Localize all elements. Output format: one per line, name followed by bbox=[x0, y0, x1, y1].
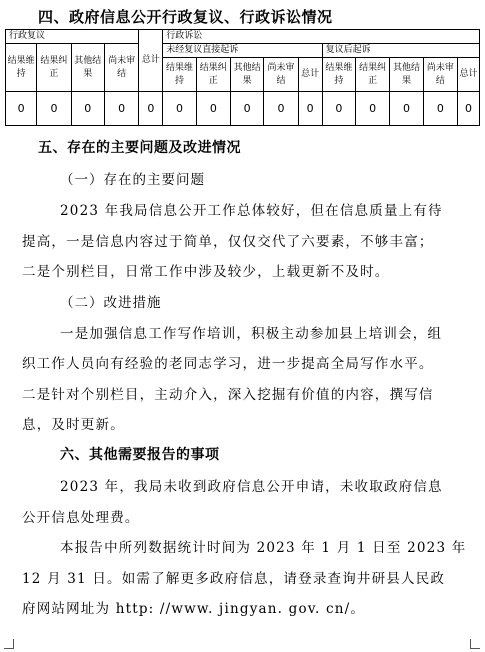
table-header-cell: 总计 bbox=[458, 58, 480, 92]
table-value-cell: 0 bbox=[264, 92, 298, 126]
table-value-cell: 0 bbox=[390, 92, 423, 126]
table-header-cell: 结果维持 bbox=[322, 58, 355, 92]
table-header-cell: 其他结果 bbox=[390, 58, 423, 92]
section5-title: 五、存在的主要问题及改进情况 bbox=[38, 140, 241, 156]
section5-subheading-measures: （二）改进措施 bbox=[60, 295, 162, 311]
table-value-cell: 0 bbox=[355, 92, 389, 126]
table-value-cell: 0 bbox=[423, 92, 457, 126]
review-litigation-table bbox=[5, 29, 480, 126]
table-value-cell: 0 bbox=[163, 92, 196, 126]
table-header-cell: 尚未审结 bbox=[104, 44, 138, 92]
paragraph-line: 公开信息处理费。 bbox=[22, 510, 140, 526]
table-value-cell: 0 bbox=[71, 92, 104, 126]
table-value-cell: 0 bbox=[37, 92, 71, 126]
paragraph-line: 二是针对个别栏目，主动介入，深入挖掘有价值的内容，撰写信 bbox=[22, 387, 434, 403]
paragraph-line: 2023 年，我局未收到政府信息公开申请，未收取政府信息 bbox=[60, 479, 443, 495]
table-header-cell: 结果纠正 bbox=[196, 58, 230, 92]
paragraph-line: 府网站网址为 http: //www. jingyan. gov. cn/。 bbox=[22, 601, 366, 617]
paragraph-line: 提高，一是信息内容过于简单，仅仅交代了六要素，不够丰富； bbox=[22, 234, 434, 250]
table-value-cell: 0 bbox=[322, 92, 355, 126]
table-value-cell: 0 bbox=[196, 92, 230, 126]
table-value-cell: 0 bbox=[231, 92, 264, 126]
table-header-cell: 总计 bbox=[139, 30, 163, 92]
section5-subheading-problems: （一）存在的主要问题 bbox=[60, 172, 205, 188]
table-header-cell: 结果维持 bbox=[163, 58, 196, 92]
table-header-cell: 尚未审结 bbox=[264, 58, 298, 92]
section6-title: 六、其他需要报告的事项 bbox=[60, 447, 220, 463]
table-header-cell: 结果纠正 bbox=[37, 44, 71, 92]
table-value-cell: 0 bbox=[6, 92, 37, 126]
table-header-cell: 总计 bbox=[298, 58, 322, 92]
after-review-header: 复议后起诉 bbox=[322, 44, 479, 58]
section4-title: 四、政府信息公开行政复议、行政诉讼情况 bbox=[38, 8, 333, 26]
table-value-cell: 0 bbox=[298, 92, 322, 126]
paragraph-line: 12 月 31 日。如需了解更多政府信息，请登录查询井研县人民政 bbox=[22, 571, 446, 587]
table-value-cell: 0 bbox=[104, 92, 138, 126]
table-header-cell: 结果维持 bbox=[6, 44, 37, 92]
table-value-cell: 0 bbox=[139, 92, 163, 126]
table-header-cell: 其他结果 bbox=[231, 58, 264, 92]
paragraph-line: 本报告中所列数据统计时间为 2023 年 1 月 1 日至 2023 年 bbox=[60, 540, 467, 556]
crop-mark-left bbox=[4, 639, 14, 649]
paragraph-line: 息，及时更新。 bbox=[22, 417, 125, 433]
admin-review-header: 行政复议 bbox=[6, 30, 139, 44]
paragraph-line: 2023 年我局信息公开工作总体较好，但在信息质量上有待 bbox=[60, 203, 443, 219]
no-review-first-header: 未经复议直接起诉 bbox=[163, 44, 322, 58]
table-header-cell: 结果纠正 bbox=[355, 58, 389, 92]
admin-litigation-header: 行政诉讼 bbox=[163, 30, 480, 44]
paragraph-line: 一是加强信息工作写作培训，积极主动参加县上培训会，组 bbox=[60, 326, 443, 342]
crop-mark-right bbox=[470, 639, 480, 649]
table-value-cell: 0 bbox=[458, 92, 480, 126]
table-header-cell: 其他结果 bbox=[71, 44, 104, 92]
table-header-cell: 尚未审结 bbox=[423, 58, 457, 92]
paragraph-line: 织工作人员向有经验的老同志学习，进一步提高全局写作水平。 bbox=[22, 356, 434, 372]
paragraph-line: 二是个别栏目，日常工作中涉及较少，上载更新不及时。 bbox=[22, 264, 390, 280]
